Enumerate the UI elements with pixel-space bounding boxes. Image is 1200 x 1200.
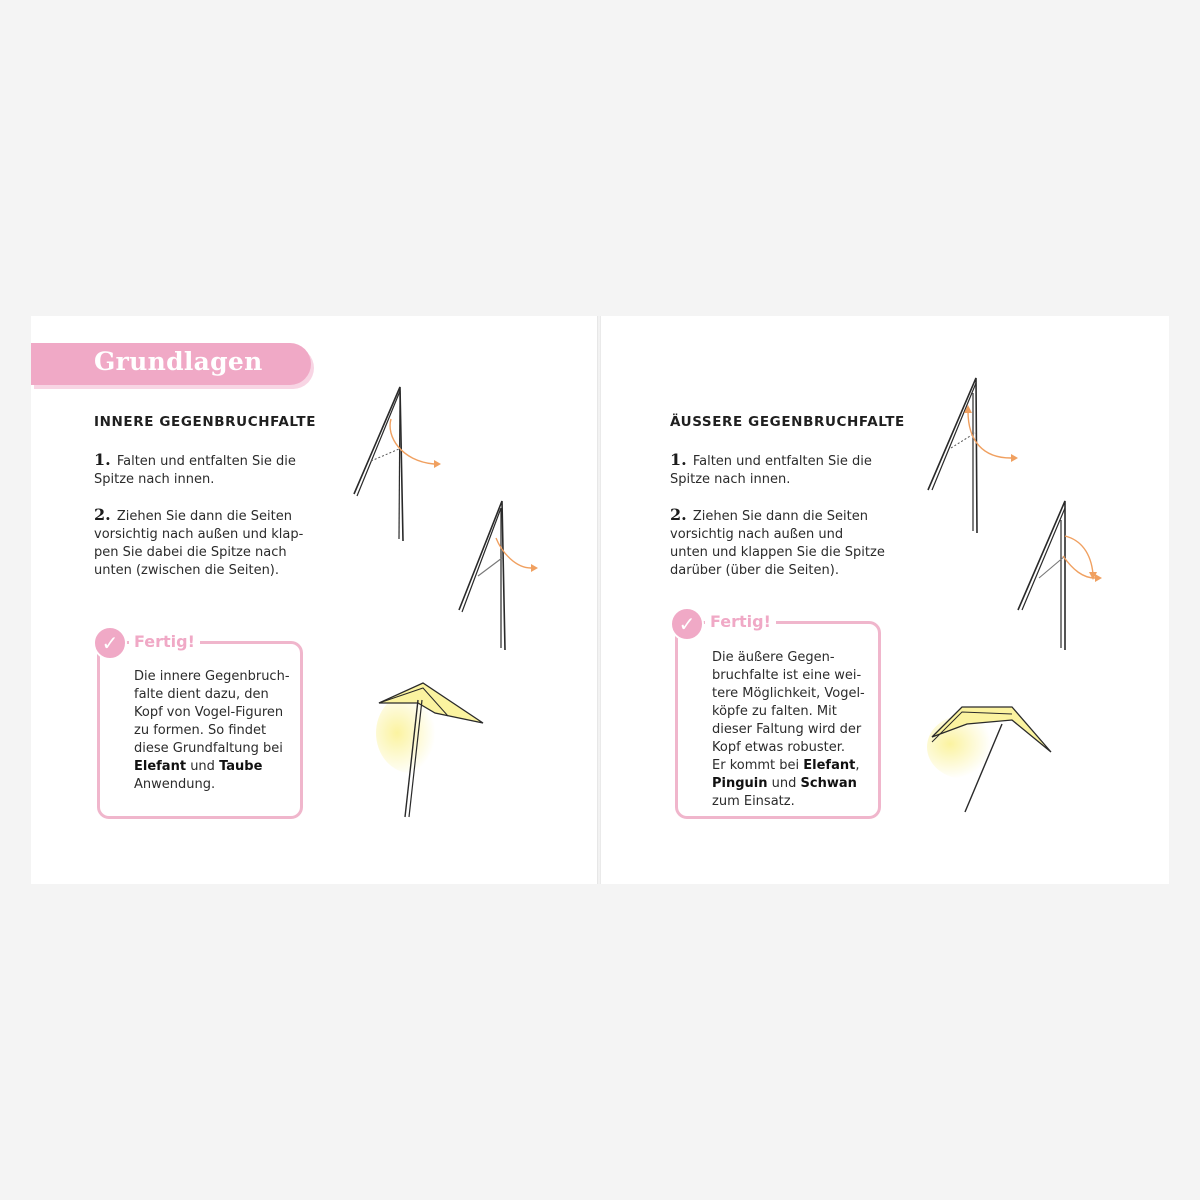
step-number: 1. [94, 450, 111, 469]
outer-fold-diagram-step-1 [923, 373, 1023, 538]
step-text: Ziehen Sie dann die Seiten vorsichtig nach außen und unten und klappen Sie die Spitze darüber (über die Seiten). [670, 509, 885, 578]
left-page [31, 316, 597, 884]
inner-step-2 [94, 506, 319, 580]
checkmark-icon: ✓ [670, 607, 704, 641]
done-title: Fertig! [129, 632, 200, 651]
inner-fold-result-diagram [373, 678, 488, 823]
section-banner-title: Grundlagen [94, 347, 263, 376]
outer-fold-heading: ÄUSSERE GEGENBRUCHFALTE [670, 414, 905, 430]
checkmark-icon: ✓ [93, 626, 127, 660]
inner-fold-diagram-step-1 [346, 381, 466, 546]
step-number: 1. [670, 450, 687, 469]
inner-fold-heading: INNERE GEGENBRUCHFALTE [94, 414, 317, 430]
right-page [601, 316, 1169, 884]
step-text: Falten und entfalten Sie die Spitze nach innen. [670, 454, 872, 487]
inner-fold-diagram-step-2 [456, 498, 576, 658]
done-text: Die äußere Gegen- bruchfalte ist eine wei- tere Möglichkeit, Vogel- köpfe zu falten. Mit dieser Faltung wird der Kopf etwas robuster. Er kommt bei Elefant, Pinguin und Schwan zum Einsatz. [712, 650, 865, 809]
step-number: 2. [94, 505, 111, 524]
step-number: 2. [670, 505, 687, 524]
done-title: Fertig! [705, 612, 776, 631]
inner-step-1 [94, 451, 319, 489]
outer-step-1 [670, 451, 895, 489]
step-text: Ziehen Sie dann die Seiten vorsichtig nach außen und klap- pen Sie dabei die Spitze nach unten (zwischen die Seiten). [94, 509, 304, 578]
step-text: Falten und entfalten Sie die Spitze nach innen. [94, 454, 296, 487]
done-text: Die innere Gegenbruch- falte dient dazu, den Kopf von Vogel-Figuren zu formen. So findet diese Grundfaltung bei Elefant und Taube Anwendung. [134, 669, 290, 792]
outer-step-2 [670, 506, 910, 580]
outer-fold-result-diagram [927, 702, 1057, 814]
section-banner [31, 343, 311, 385]
outer-fold-diagram-step-2 [1013, 498, 1123, 658]
